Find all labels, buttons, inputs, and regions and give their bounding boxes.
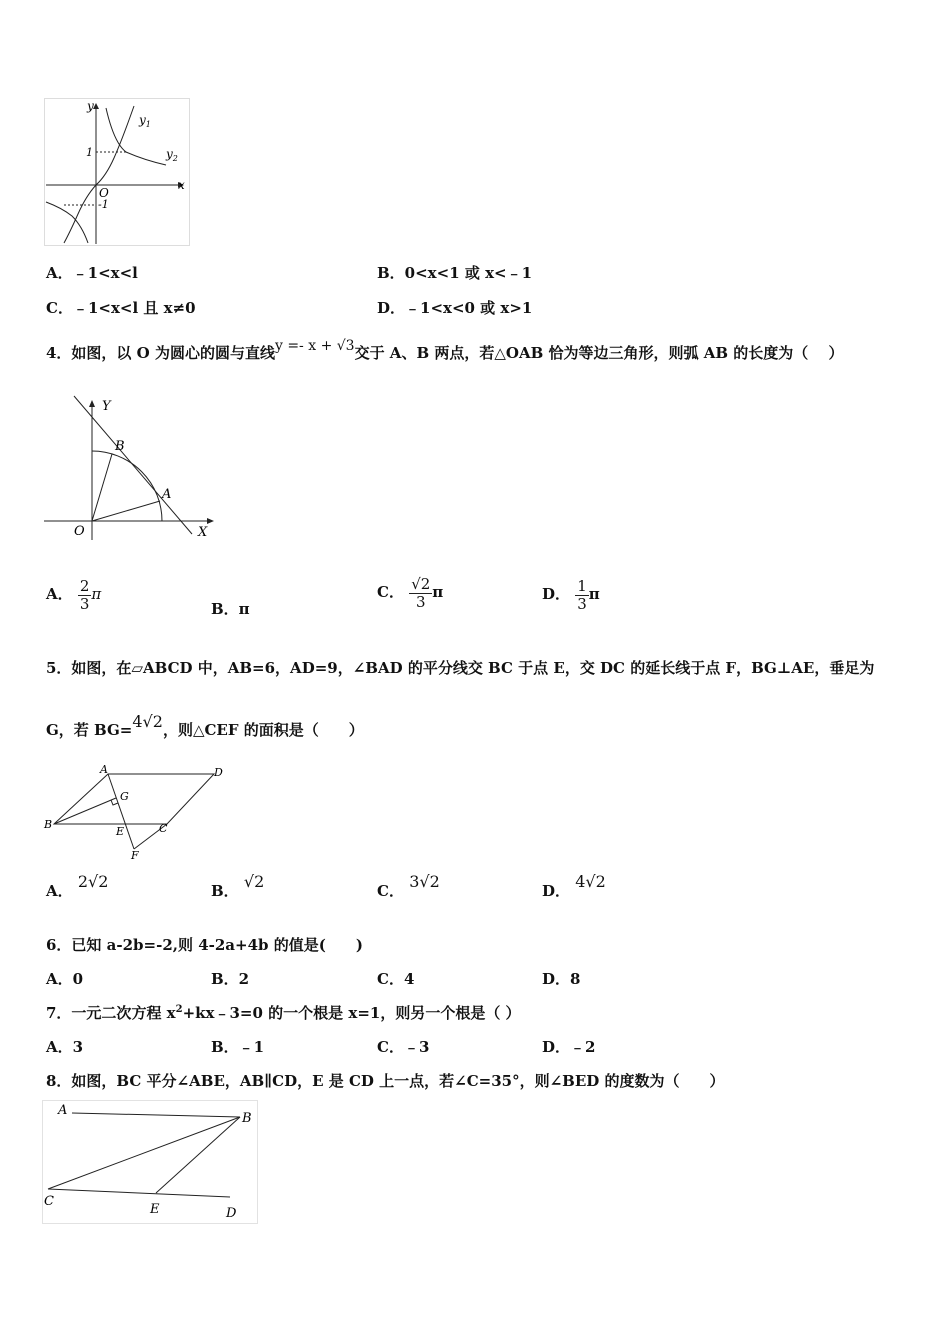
tick-one: 1: [86, 146, 93, 159]
point-a-label: A: [100, 764, 108, 776]
q4-option-b[interactable]: B．π: [211, 600, 250, 618]
q5-text-after: ，则△CEF 的面积是（ ）: [162, 721, 364, 739]
q5-option-c[interactable]: [377, 872, 440, 901]
q5-option-d[interactable]: [542, 872, 606, 901]
q7-stem: [46, 1002, 521, 1023]
point-f-label: F: [131, 849, 139, 860]
q4-option-c-label: C．: [377, 583, 404, 601]
q5-option-a-value: 2√2: [77, 872, 109, 891]
point-g-label: G: [120, 790, 129, 803]
hyperbola-graph-figure: [44, 98, 190, 246]
segment-ob: [92, 454, 112, 521]
q6-option-b[interactable]: B．2: [211, 970, 250, 988]
q4-option-d[interactable]: [542, 578, 600, 612]
q4-text-after: 交于 A、B 两点，若△OAB 恰为等边三角形，则弧 AB 的长度为（ ）: [354, 344, 844, 362]
q4-text-before: 4．如图，以 O 为圆心的圆与直线: [46, 344, 275, 362]
q4-option-a-num: 2: [79, 577, 90, 595]
point-b-label: B: [44, 818, 53, 831]
q4-option-a-pi: π: [91, 585, 102, 603]
q5-stem-line2: [46, 712, 364, 740]
q4-line-formula: y =- x + √3: [274, 338, 355, 354]
point-a-label: A: [162, 487, 172, 502]
point-c-label: C: [44, 1194, 54, 1209]
q7-option-c[interactable]: C．﹣3: [377, 1038, 430, 1056]
q5-option-a[interactable]: [46, 872, 109, 901]
y-axis-label: y: [87, 99, 94, 113]
q5-option-b-label: B．: [211, 882, 239, 900]
q5-text-before: G，若 BG=: [46, 721, 133, 739]
q5-option-b[interactable]: [211, 872, 265, 901]
q5-bg-value: 4√2: [132, 712, 163, 731]
q4-option-d-num: 1: [577, 577, 587, 595]
point-c-label: C: [159, 822, 168, 835]
q4-stem: [46, 338, 844, 363]
x-axis-label: X: [198, 525, 208, 540]
q7-option-a[interactable]: A．3: [46, 1038, 84, 1056]
q4-option-d-label: D．: [542, 585, 571, 603]
q5-stem-line1: 5．如图，在▱ABCD 中，AB=6，AD=9，∠BAD 的平分线交 BC 于点 E，交 DC 的延长线于点 F，BG⊥AE，垂足为: [46, 659, 875, 677]
x-axis-label: x: [178, 178, 185, 192]
line-ab: [72, 1113, 240, 1117]
q5-option-d-value: 4√2: [575, 872, 606, 891]
q4-option-c-den: 3: [415, 592, 426, 611]
q4-option-a[interactable]: [46, 578, 101, 612]
q3-option-a[interactable]: A．﹣1<x<l: [46, 264, 138, 282]
q5-option-c-value: 3√2: [409, 872, 440, 891]
q5-option-a-label: A．: [46, 882, 73, 900]
q5-option-c-label: C．: [377, 882, 404, 900]
parallelogram-figure: [42, 764, 232, 860]
tick-neg-one: -1: [98, 198, 109, 211]
q4-option-c-pi: π: [432, 583, 444, 601]
q6-option-c[interactable]: C．4: [377, 970, 415, 988]
q3-option-b[interactable]: B．0<x<1 或 x<﹣1: [377, 264, 533, 282]
q5-option-b-value: √2: [243, 872, 265, 891]
curve-y2-label: $y_2$: [166, 147, 178, 163]
point-d-label: D: [214, 766, 223, 779]
curve-y2-branch1: [96, 106, 134, 185]
q7-text-before: 7．一元二次方程 x: [46, 1004, 176, 1022]
segment-bg: [54, 798, 116, 824]
q7-option-d[interactable]: D．﹣2: [542, 1038, 596, 1056]
q4-option-a-label: A．: [46, 585, 73, 603]
parallelogram-abcd: [54, 774, 214, 824]
parallel-lines-figure: [42, 1100, 258, 1224]
q3-option-c[interactable]: C．﹣1<x<l 且 x≠0: [46, 299, 196, 317]
y-axis-label: Y: [102, 399, 111, 414]
point-d-label: D: [226, 1206, 237, 1221]
q4-option-d-den: 3: [577, 594, 587, 613]
q4-option-d-pi: π: [588, 585, 600, 603]
origin-label: O: [99, 186, 109, 200]
origin-label: O: [74, 524, 85, 539]
point-b-label: B: [242, 1111, 252, 1126]
q4-option-c-num: √2: [411, 575, 431, 593]
q4-option-a-den: 3: [79, 594, 90, 613]
curve-y1-label: $y_1$: [139, 113, 151, 129]
point-a-label: A: [58, 1103, 68, 1118]
q7-text-after: +kx﹣3=0 的一个根是 x=1，则另一个根是（ ）: [182, 1004, 521, 1022]
q8-stem: 8．如图，BC 平分∠ABE，AB∥CD，E 是 CD 上一点，若∠C=35°，则∠BED 的度数为（ ）: [46, 1072, 725, 1090]
q7-exponent: 2: [175, 1004, 183, 1015]
point-e-label: E: [150, 1202, 160, 1217]
q3-option-d[interactable]: D．﹣1<x<0 或 x>1: [377, 299, 533, 317]
q5-option-d-label: D．: [542, 882, 571, 900]
point-b-label: B: [115, 439, 125, 454]
segment-bc: [48, 1117, 240, 1189]
segment-be: [156, 1117, 240, 1193]
q6-stem: 6．已知 a-2b=-2,则 4-2a+4b 的值是( ): [46, 936, 363, 954]
q7-option-b[interactable]: B．﹣1: [211, 1038, 265, 1056]
q4-option-c[interactable]: [377, 576, 443, 610]
point-e-label: E: [116, 825, 125, 838]
line-cd: [48, 1189, 230, 1197]
circle-line-figure: [44, 394, 220, 542]
q6-option-a[interactable]: A．0: [46, 970, 84, 988]
q6-option-d[interactable]: D．8: [542, 970, 581, 988]
segment-oa: [92, 501, 160, 521]
